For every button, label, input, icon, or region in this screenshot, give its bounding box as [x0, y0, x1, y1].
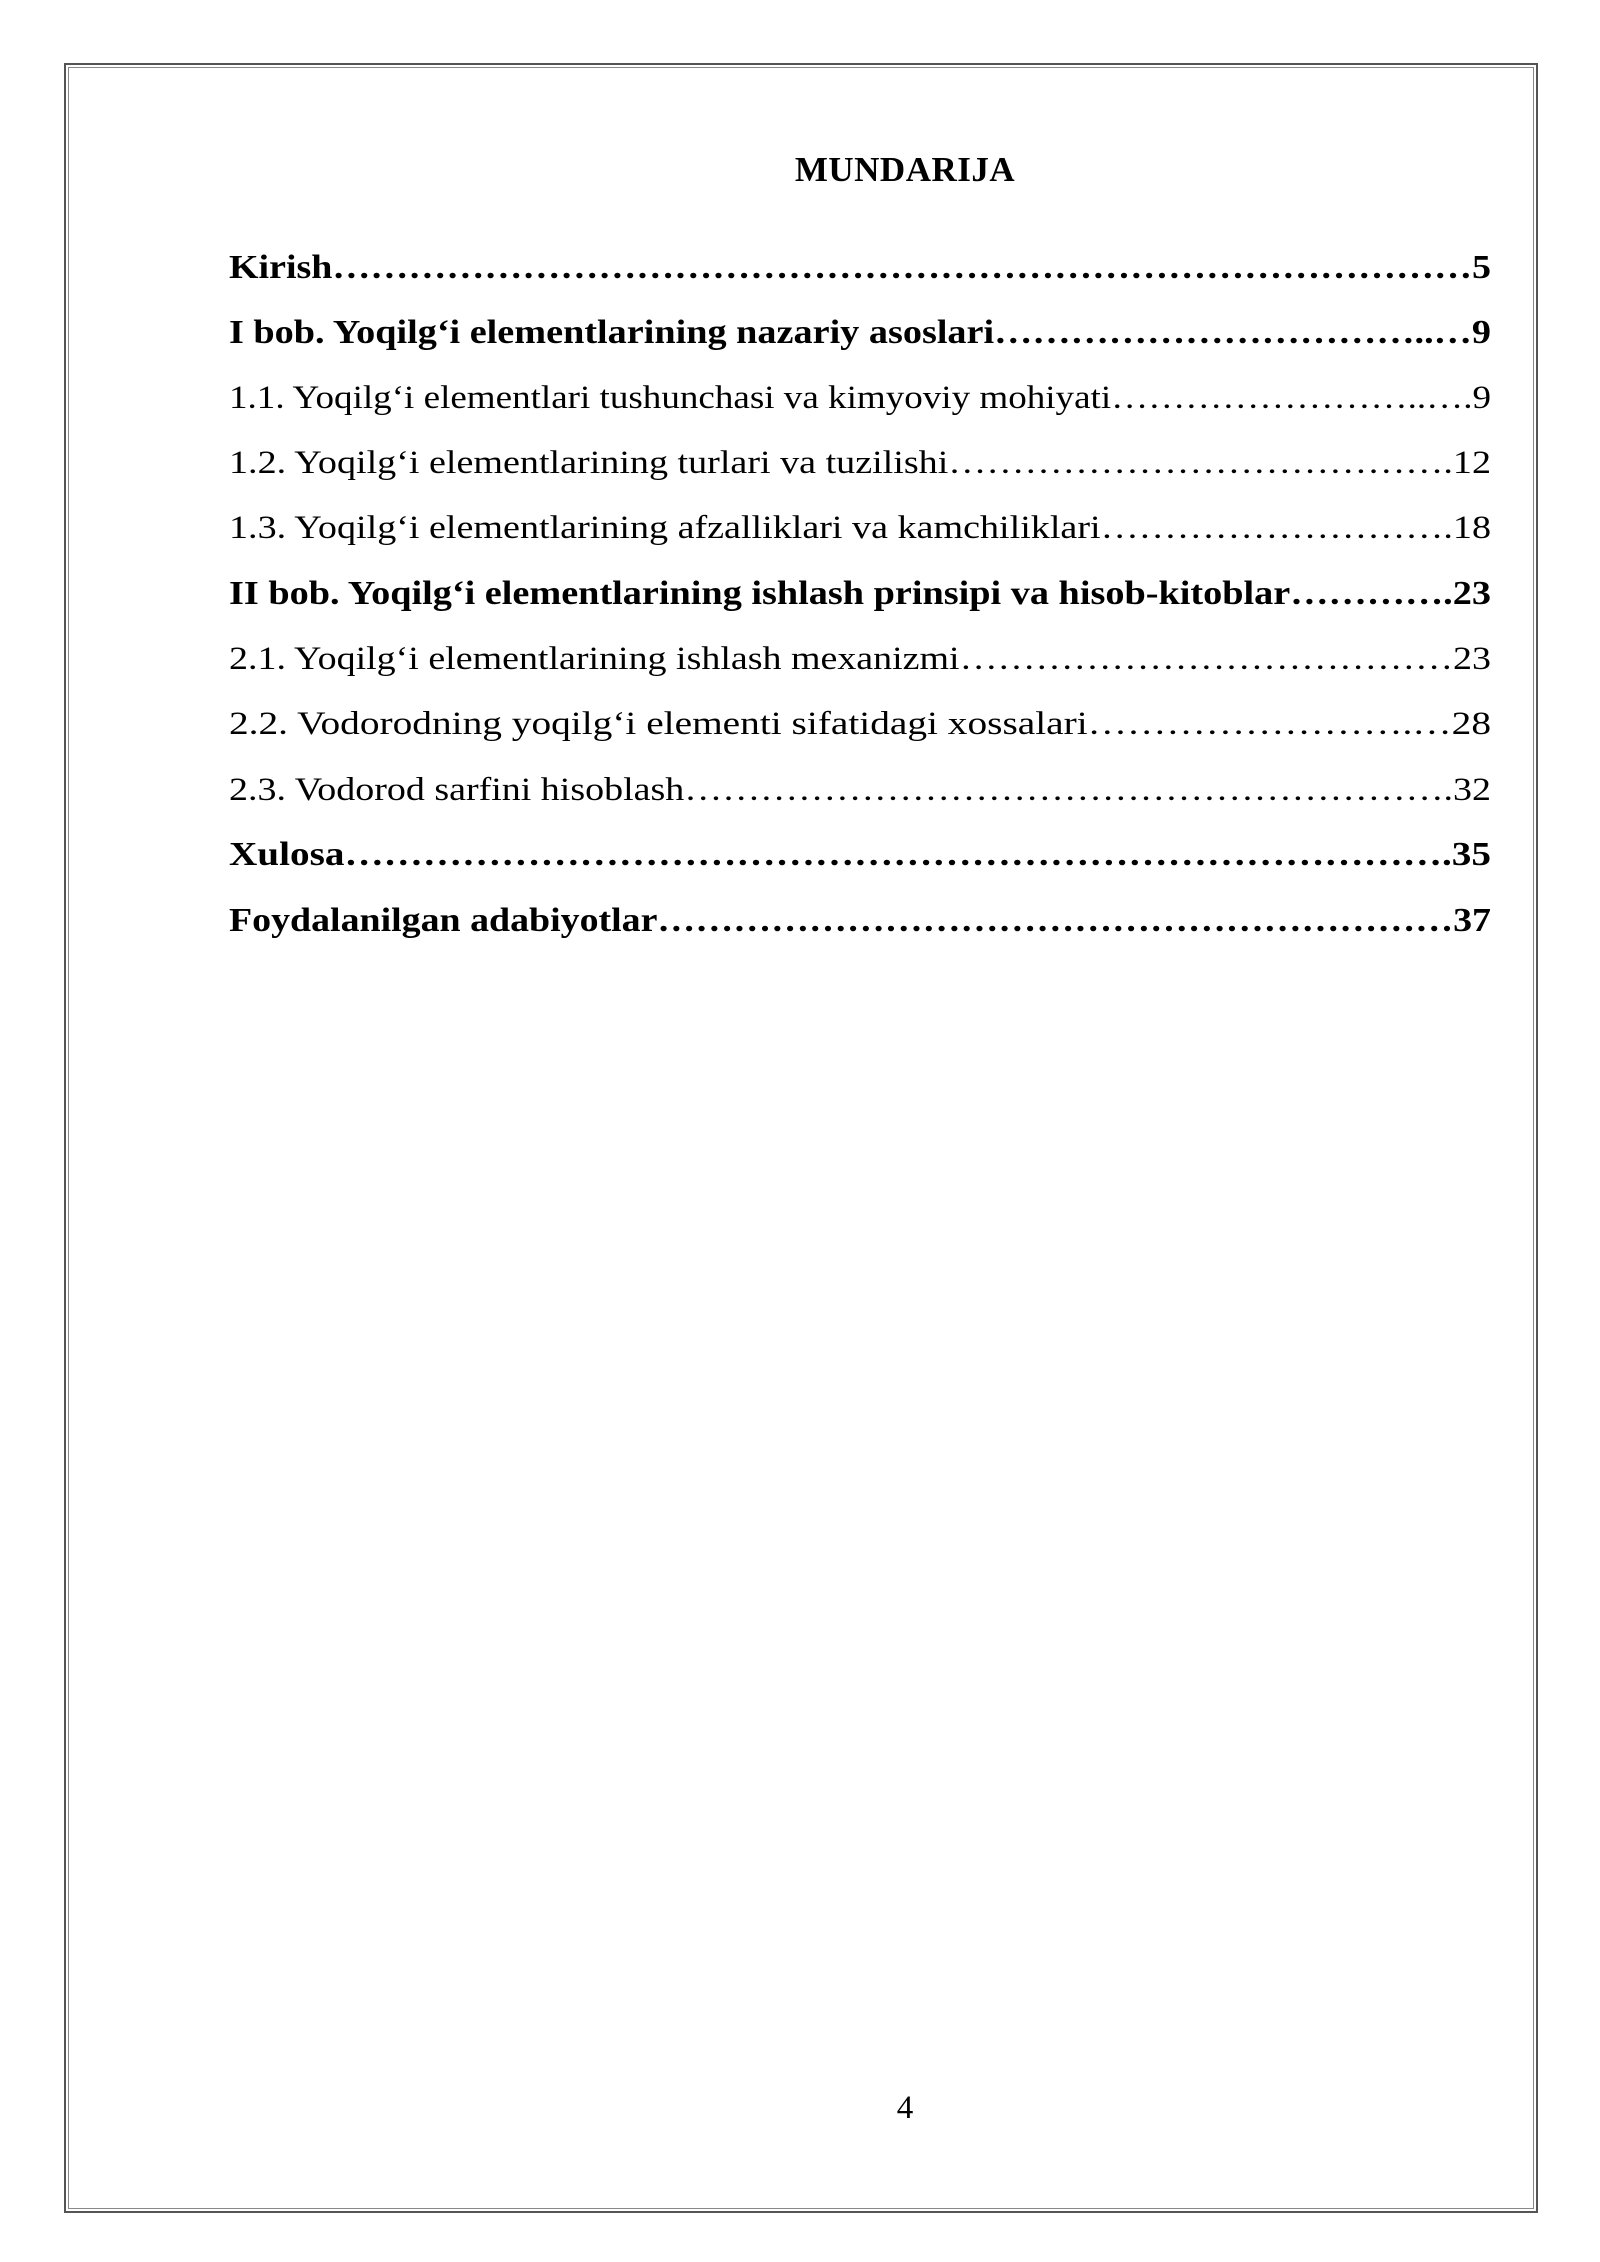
toc-entry-text: 1.3. Yoqilg‘i elementlarining afzalliklari va kamchiliklari……………………….18	[229, 510, 1491, 547]
table-of-contents	[229, 235, 1491, 953]
page-number: 4	[896, 2090, 914, 2126]
toc-chapter-entry	[229, 235, 1491, 300]
toc-entry-text: 1.2. Yoqilg‘i elementlarining turlari va tuzilishi………………………………….12	[229, 445, 1491, 482]
toc-section-entry	[229, 627, 1491, 692]
toc-section-entry	[229, 431, 1491, 496]
toc-entry-text: Xulosa………………………………………………………………………….35	[229, 836, 1491, 874]
toc-chapter-entry	[229, 561, 1491, 626]
toc-entry-text: 1.1. Yoqilg‘i elementlari tushunchasi va kimyoviy mohiyati……………………..….9	[229, 379, 1491, 416]
toc-section-entry	[229, 496, 1491, 561]
toc-entry-text: 2.1. Yoqilg‘i elementlarining ishlash mexanizmi…………………………………23	[229, 640, 1491, 677]
toc-chapter-entry	[229, 300, 1491, 365]
toc-entry-text: Kirish………………………………………………………………………………5	[229, 248, 1491, 286]
toc-entry-text: I bob. Yoqilg‘i elementlarining nazariy asoslari……………………………..…9	[229, 313, 1491, 351]
toc-section-entry	[229, 692, 1491, 757]
toc-chapter-entry	[229, 823, 1491, 888]
toc-entry-text: II bob. Yoqilg‘i elementlarining ishlash prinsipi va hisob-kitoblar………….23	[229, 575, 1491, 613]
toc-entry-text: Foydalanilgan adabiyotlar………………………………………………………37	[229, 901, 1491, 939]
toc-chapter-entry	[229, 888, 1491, 953]
toc-section-entry	[229, 757, 1491, 822]
toc-title: MUNDARIJA	[794, 150, 1016, 189]
toc-entry-text: 2.3. Vodorod sarfini hisoblash…………………………………………………….32	[229, 771, 1491, 808]
toc-section-entry	[229, 366, 1491, 431]
toc-entry-text: 2.2. Vodorodning yoqilg‘i elementi sifatidagi xossalari…………………….…28	[229, 706, 1491, 743]
